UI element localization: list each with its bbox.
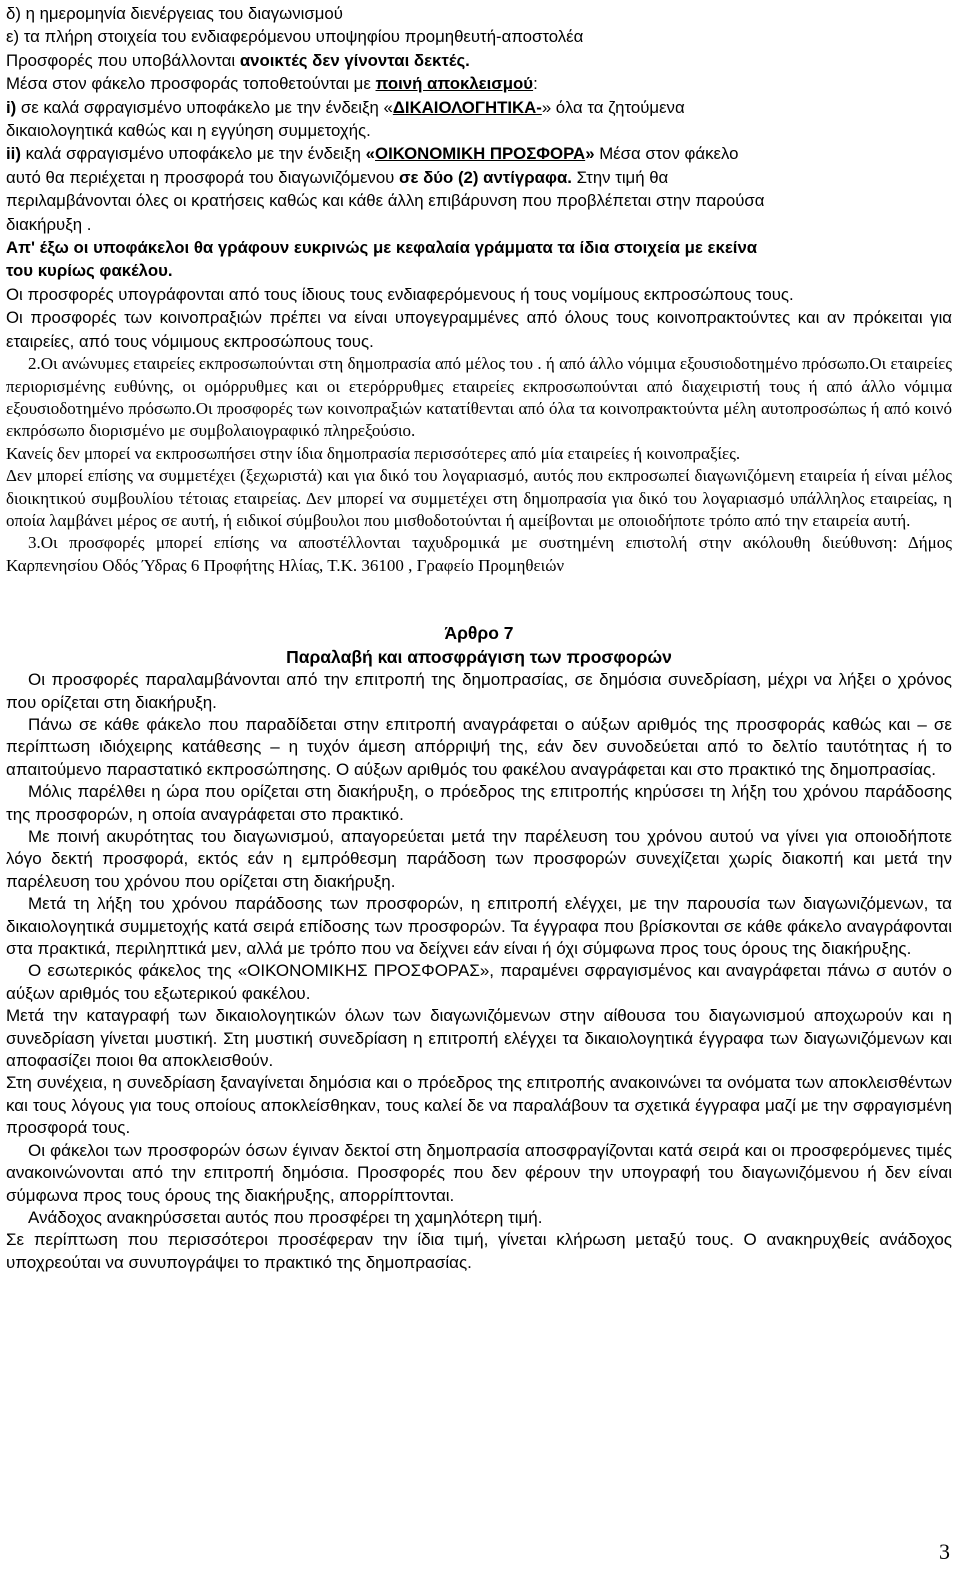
paragraph: Οι φάκελοι των προσφορών όσων έγιναν δεκτοί στη δημοπρασία αποσφραγίζονται κατά σειρά και οι προσφερόμενες τιμές ανακοινώνονται από την επιτροπή δημόσια. Προσφορές που δεν φέρουν την υπογραφή του διαγωνιζόμενου ή δεν είναι σύμφωνα προς τους όρους της διακήρυξης, απορρίπτονται.	[6, 1140, 952, 1205]
text-line: του κυρίως φακέλου.	[6, 261, 173, 281]
paragraph: 3.Οι προσφορές μπορεί επίσης να αποστέλλονται ταχυδρομικά με συστημένη επιστολή στην ακόλουθη διεύθυνση: Δήμος Καρπενησίου Οδός Ύδρας 6 Προφήτης Ηλίας, Τ.Κ. 36100 , Γραφείο Προμηθειών	[6, 533, 952, 575]
paragraph: Δεν μπορεί επίσης να συμμετέχει (ξεχωριστά) και για δικό του λογαριασμό, αυτός που εκπροσωπεί διαγωνιζόμενη εταιρεία ή είναι μέλος διοικητικού συμβουλίου τέτοιας εταιρείας. Δεν μπορεί να συμμετέχει στη δημοπρασία για δικό του λογαριασμό υπάλληλος εταιρείας, η οποία λαμβάνει μέρος σε αυτή, ή ειδικοί σύμβουλοι που μισθοδοτούνται ή αμείβονται με οποιοδήποτε τρόπο από την εταιρεία αυτή.	[6, 466, 952, 530]
text-line: διακήρυξη .	[6, 214, 92, 234]
page-number: 3	[939, 1539, 950, 1564]
paragraph: Μετά την καταγραφή των δικαιολογητικών όλων των διαγωνιζόμενων στην αίθουσα του διαγωνισμού αποχωρούν και η συνεδρίαση γίνεται μυστική. Στη μυστική συνεδρίαση η επιτροπή ελέγχει τα δικαιολογητικά έγγραφα των διαγωνιζόμενων και αποφασίζει ποιοι θα αποκλεισθούν.	[6, 1006, 952, 1071]
text-line: Απ' έξω οι υποφάκελοι θα γράφουν ευκρινώς με κεφαλαία γράμματα τα ίδια στοιχεία με εκείνα	[6, 238, 758, 258]
paragraph: Κανείς δεν μπορεί να εκπροσωπήσει στην ίδια δημοπρασία περισσότερες από μία εταιρείες ή κοινοπραξίες.	[6, 443, 741, 463]
paragraph: Οι προσφορές υπογράφονται από τους ίδιους τους ενδιαφερόμενους ή τους νομίμους εκπροσώπους τους.	[6, 284, 794, 304]
signature-rules	[6, 283, 952, 353]
paragraph: Οι προσφορές παραλαμβάνονται από την επιτροπή της δημοπρασίας, σε δημόσια συνεδρίαση, μέχρι να λήξει ο χρόνος που ορίζεται στη διακήρυξη.	[6, 670, 952, 712]
text-line: i) σε καλά σφραγισμένο υποφάκελο με την ένδειξη «ΔΙΚΑΙΟΛΟΓΗΤΙΚΑ-» όλα τα ζητούμενα	[6, 97, 685, 117]
text-line: περιλαμβάνονται όλες οι κρατήσεις καθώς και κάθε άλλη επιβάρυνση που προβλέπεται στην παρούσα	[6, 191, 765, 211]
text-line: ii) καλά σφραγισμένο υποφάκελο με την ένδειξη «ΟΙΚΟΝΟΜΙΚΗ ΠΡΟΣΦΟΡΑ» Μέσα στον φάκελο	[6, 144, 739, 164]
text-line: Μέσα στον φάκελο προσφοράς τοποθετούνται με ποινή αποκλεισμού:	[6, 74, 538, 94]
paragraph: Ο εσωτερικός φάκελος της «ΟΙΚΟΝΟΜΙΚΗΣ ΠΡΟΣΦΟΡΑΣ», παραμένει σφραγισμένος και αναγράφεται πάνω σ αυτόν ο αύξων αριθμός του εξωτερικού φακέλου.	[6, 961, 952, 1003]
paragraph: Πάνω σε κάθε φάκελο που παραδίδεται στην επιτροπή αναγράφεται ο αύξων αριθμός της προσφοράς καθώς και – σε περίπτωση ιδιόχειρης κατάθεσης – η τυχόν άμεση απόρριψή της, εάν δεν συνοδεύεται από το δελτίο ταυτότητας ή το απαιτούμενο παραστατικό εκπροσώπησης. Ο αύξων αριθμός του φακέλου αναγράφεται και στο πρακτικό της δημοπρασίας.	[6, 714, 952, 779]
paragraph: Σε περίπτωση που περισσότεροι προσέφεραν την ίδια τιμή, γίνεται κλήρωση μεταξύ τους. Ο ανακηρυχθείς ανάδοχος υποχρεούται να συνυπογράψει το πρακτικό της δημοπρασίας.	[6, 1230, 952, 1272]
article-number: Άρθρο 7	[444, 623, 514, 644]
text-line: Προσφορές που υποβάλλονται ανοικτές δεν γίνονται δεκτές.	[6, 50, 470, 70]
text-line: δ) η ημερομηνία διενέργειας του διαγωνισμού	[6, 4, 343, 23]
document-page	[6, 2, 952, 1274]
paragraph: Στη συνέχεια, η συνεδρίαση ξαναγίνεται δημόσια και ο πρόεδρος της επιτροπής ανακοινώνει τα ονόματα των αποκλεισθέντων και τους λόγους για τους οποίους αποκλείσθηκαν, τους καλεί δε να παραλάβουν τα σχετικά έγγραφα μαζί με την σφραγισμένη προσφορά τους.	[6, 1073, 952, 1138]
representation-rules	[6, 353, 952, 577]
text-line: ε) τα πλήρη στοιχεία του ενδιαφερόμενου υποψηφίου προμηθευτή-αποστολέα	[6, 27, 584, 47]
envelope-requirements	[6, 2, 952, 283]
text-line: δικαιολογητικά καθώς και η εγγύηση συμμετοχής.	[6, 121, 371, 141]
paragraph: Ανάδοχος ανακηρύσσεται αυτός που προσφέρει τη χαμηλότερη τιμή.	[28, 1207, 543, 1227]
article-title: Παραλαβή και αποσφράγιση των προσφορών	[286, 647, 672, 668]
text-line: αυτό θα περιέχεται η προσφορά του διαγωνιζόμενου σε δύο (2) αντίγραφα. Στην τιμή θα	[6, 167, 669, 187]
paragraph: Με ποινή ακυρότητας του διαγωνισμού, απαγορεύεται μετά την παρέλευση του χρόνου αυτού να γίνει για οποιοδήποτε λόγο δεκτή προσφορά, εκτός εάν η εμπρόθεσμη παράδοση των προσφορών συνεχίζεται χωρίς διακοπή και μετά την παρέλευση του χρόνου που ορίζεται στη διακήρυξη.	[6, 827, 952, 891]
paragraph: Μόλις παρέλθει η ώρα που ορίζεται στη διακήρυξη, ο πρόεδρος της επιτροπής κηρύσσει τη λήξη του χρόνου παράδοσης της προσφορών, η οποία αναγράφεται στο πρακτικό.	[6, 782, 952, 824]
paragraph: Μετά τη λήξη του χρόνου παράδοσης των προσφορών, η επιτροπή ελέγχει, με την παρουσία των διαγωνιζόμενων, τα δικαιολογητικά συμμετοχής κατά σειρά επίδοσης των προσφορών. Τα έγγραφα που βρίσκονται σε κάθε φάκελο αναγράφονται στα πρακτικά, περιληπτικά μεν, αλλά με τρόπο που να δείχνει εάν είναι ή όχι σύμφωνα προς τους όρους της διακήρυξης.	[6, 894, 952, 959]
paragraph: Οι προσφορές των κοινοπραξιών πρέπει να είναι υπογεγραμμένες από όλους τους κοινοπρακτούντες και αν πρόκειται για εταιρείες, από τους νόμιμους εκπροσώπους τους.	[6, 308, 952, 351]
article-7-body	[6, 669, 952, 1274]
paragraph: 2.Οι ανώνυμες εταιρείες εκπροσωπούνται στη δημοπρασία από μέλος του . ή από άλλο νόμιμα εξουσιοδοτημένο πρόσωπο.Οι εταιρείες περιορισμένης ευθύνης, οι ομόρρυθμες και οι ετερόρρυθμες εταιρείες εκπροσωπούνται από διαχειριστή τους ή από άλλο νόμιμα εξουσιοδοτημένο πρόσωπο.Οι προσφορές των κοινοπραξιών κατατίθενται από όλα τα κοινοπρακτούντα μέλη αυτοπροσώπως ή από κοινό εκπρόσωπο διορισμένο με συμβολαιογραφικό πληρεξούσιο.	[6, 354, 952, 441]
